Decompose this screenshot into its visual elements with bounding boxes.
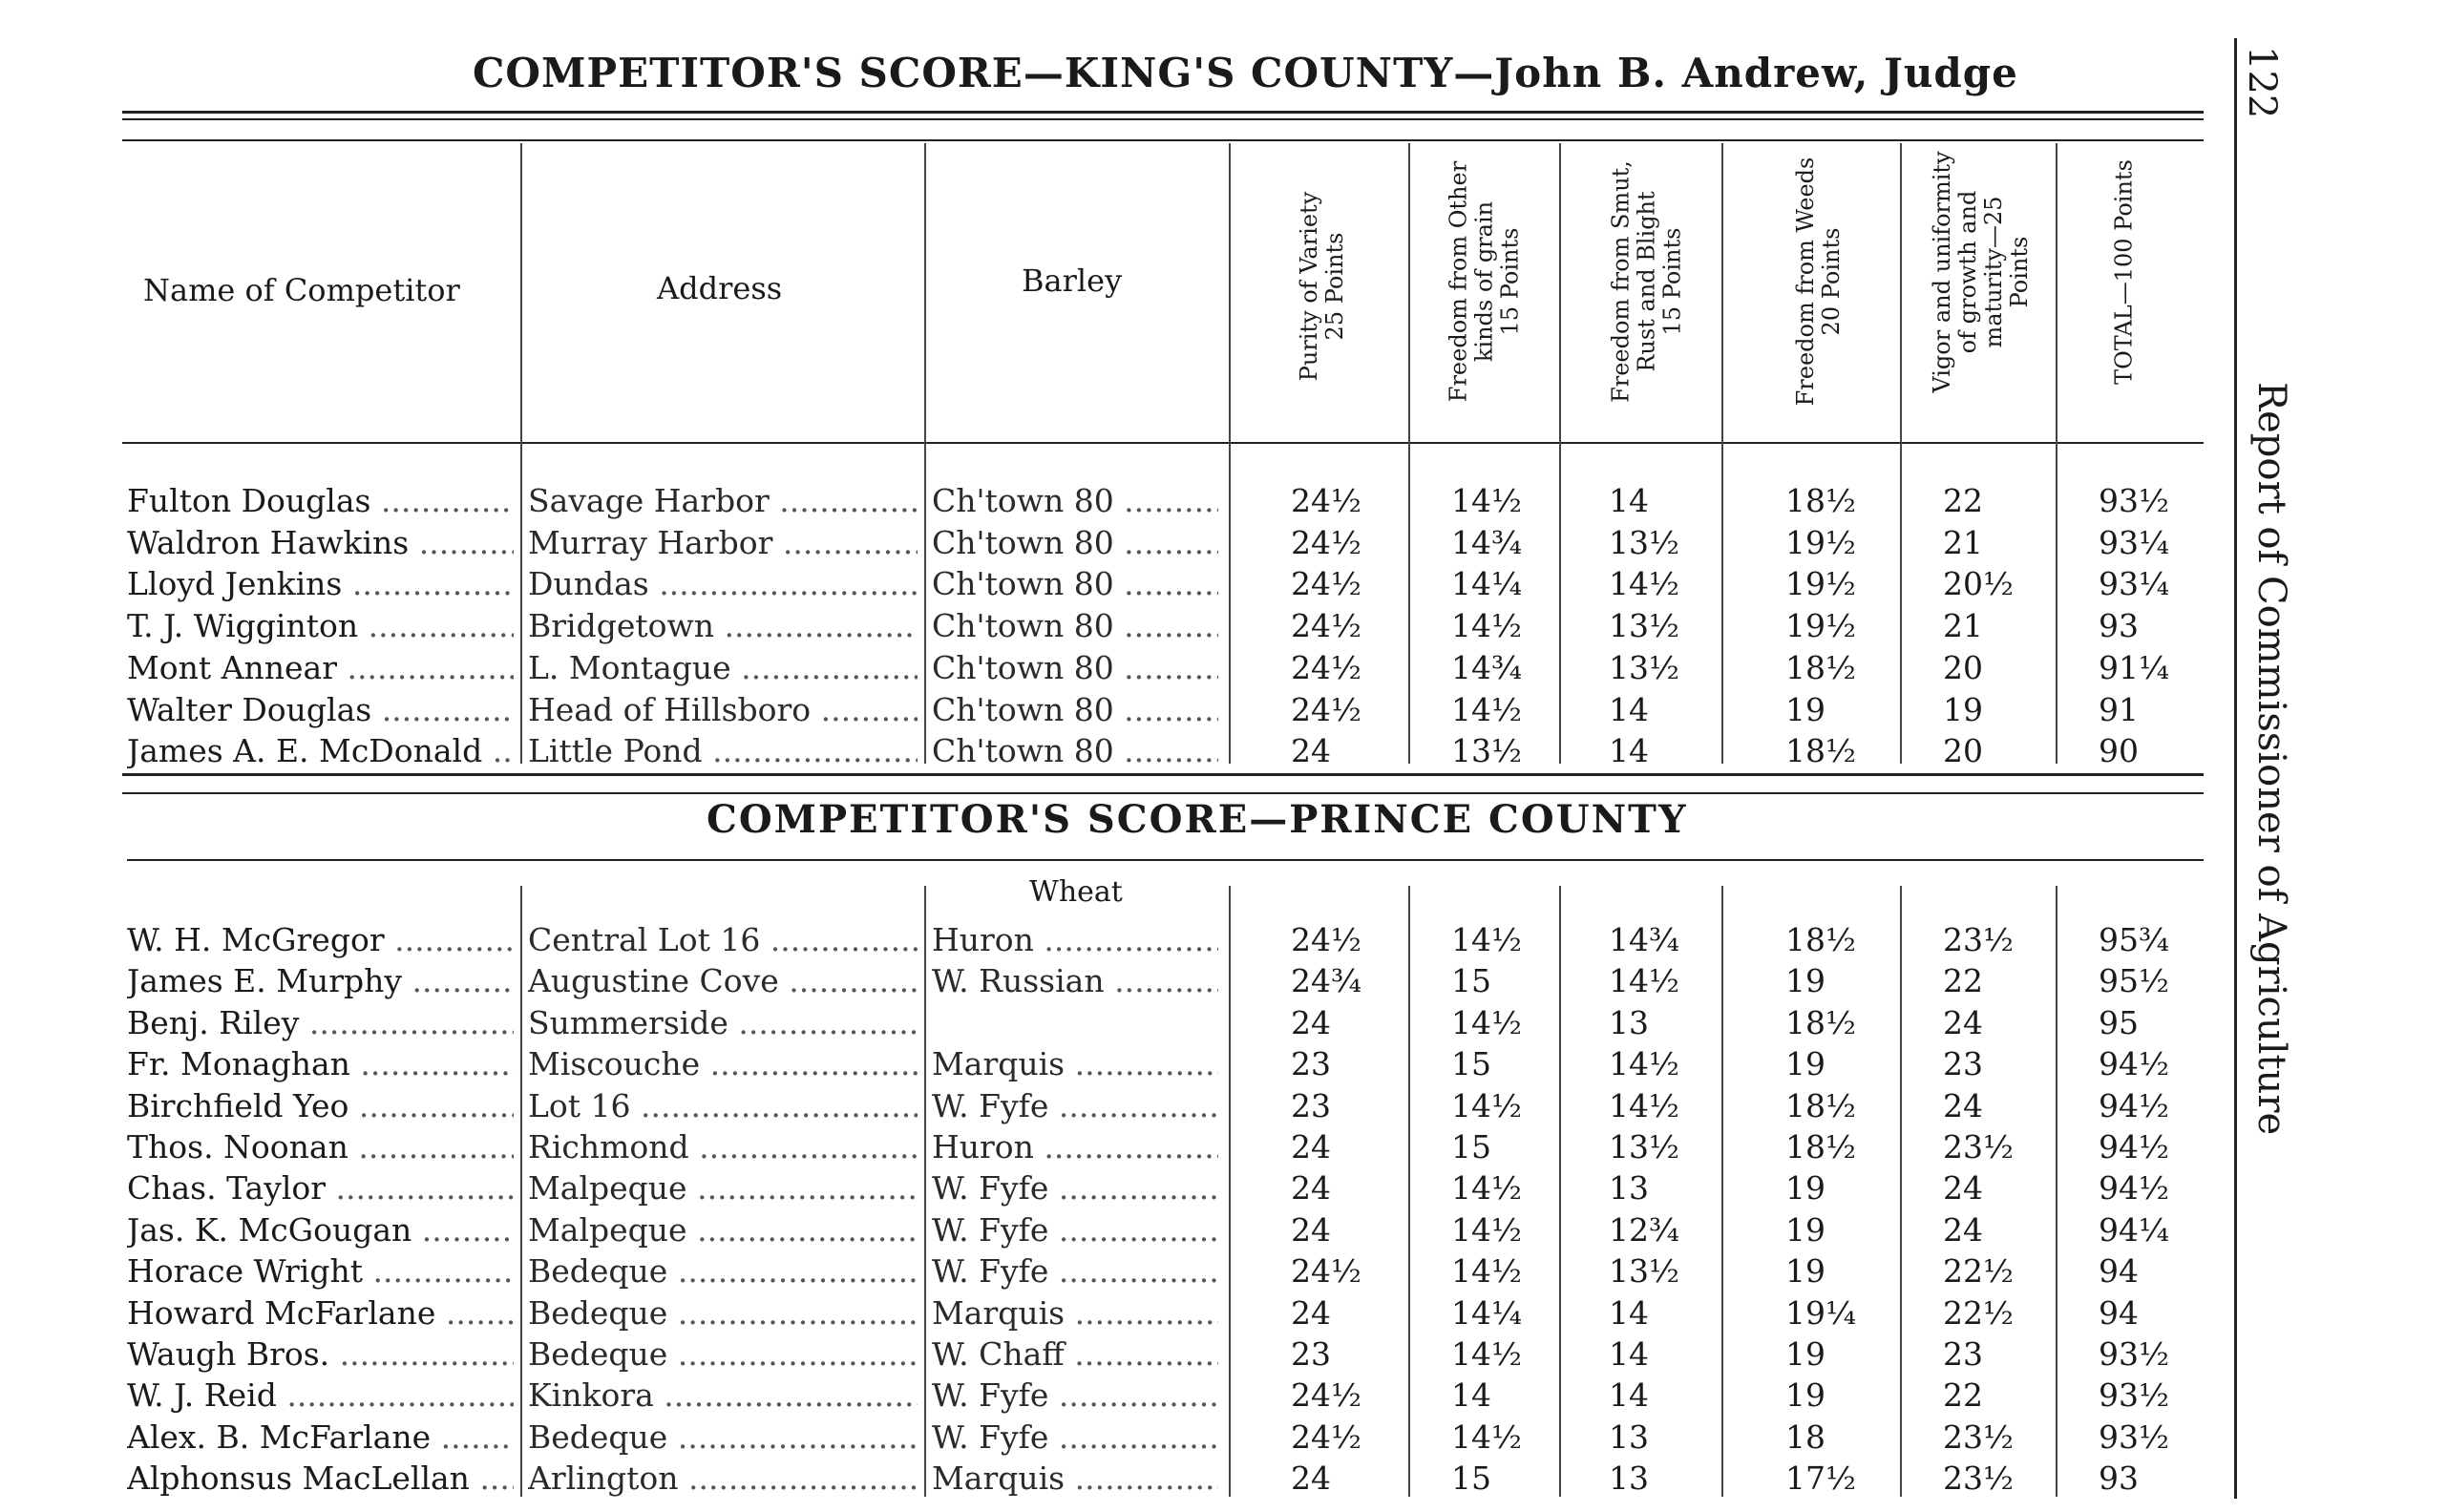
vigor-score: 22 bbox=[1943, 482, 1983, 519]
prince-col-sep bbox=[1229, 886, 1231, 1497]
grain-variety: W. Fyfe ..... bbox=[932, 1418, 1218, 1457]
total-score: 94½ bbox=[2099, 1087, 2169, 1124]
competitor-name: Fr. Monaghan ..... bbox=[127, 1045, 514, 1083]
smut-score: 13 bbox=[1609, 1460, 1649, 1497]
purity-score: 24½ bbox=[1291, 1376, 1361, 1414]
grain-variety: Ch'town 80 ..... bbox=[932, 482, 1218, 520]
purity-score: 24½ bbox=[1291, 691, 1361, 728]
smut-score: 14½ bbox=[1609, 1087, 1679, 1124]
competitor-name: Lloyd Jenkins ..... bbox=[127, 565, 514, 603]
prince-col-sep bbox=[2056, 886, 2058, 1497]
other-grain-score: 15 bbox=[1451, 1045, 1491, 1082]
vigor-score: 23 bbox=[1943, 1045, 1983, 1082]
kings-top-rule-3 bbox=[122, 139, 2204, 141]
competitor-address: Miscouche ..... bbox=[528, 1045, 918, 1083]
kings-bottom-rule bbox=[122, 773, 2204, 776]
smut-score: 13 bbox=[1609, 1004, 1649, 1041]
purity-score: 23 bbox=[1291, 1087, 1331, 1124]
purity-score: 24 bbox=[1291, 1460, 1331, 1497]
grain-variety: Huron ..... bbox=[932, 1128, 1218, 1166]
competitor-name: Benj. Riley ..... bbox=[127, 1004, 514, 1042]
total-score: 93½ bbox=[2099, 1418, 2169, 1456]
competitor-name: Alphonsus MacLellan ..... bbox=[127, 1460, 514, 1498]
prince-col-sep bbox=[1408, 886, 1410, 1497]
vigor-score: 20½ bbox=[1943, 565, 2014, 602]
total-score: 93½ bbox=[2099, 482, 2169, 519]
grain-variety: Marquis ..... bbox=[932, 1294, 1218, 1333]
purity-score: 24 bbox=[1291, 1128, 1331, 1166]
smut-score: 14 bbox=[1609, 732, 1649, 769]
purity-score: 24½ bbox=[1291, 1252, 1361, 1290]
kings-col-sep bbox=[1900, 143, 1902, 764]
vigor-score: 23½ bbox=[1943, 1460, 2014, 1497]
purity-score: 24 bbox=[1291, 1169, 1331, 1207]
competitor-name: Waugh Bros. ..... bbox=[127, 1335, 514, 1374]
total-score: 93 bbox=[2099, 607, 2139, 644]
total-score: 93¼ bbox=[2099, 565, 2169, 602]
competitor-address: Summerside ..... bbox=[528, 1004, 918, 1042]
total-score: 95 bbox=[2099, 1004, 2139, 1041]
other-grain-score: 14½ bbox=[1451, 1335, 1522, 1373]
vigor-score: 21 bbox=[1943, 524, 1983, 561]
grain-variety: Ch'town 80 ..... bbox=[932, 732, 1218, 770]
competitor-address: Bridgetown ..... bbox=[528, 607, 918, 645]
smut-score: 14½ bbox=[1609, 962, 1679, 999]
vigor-score: 20 bbox=[1943, 732, 1983, 769]
competitor-name: Thos. Noonan ..... bbox=[127, 1128, 514, 1166]
prince-col-sep bbox=[1559, 886, 1561, 1497]
vigor-score: 24 bbox=[1943, 1169, 1983, 1207]
header-grain: Barley bbox=[1022, 262, 1123, 299]
other-grain-score: 13½ bbox=[1451, 732, 1522, 769]
competitor-address: Malpeque ..... bbox=[528, 1169, 918, 1208]
weeds-score: 18½ bbox=[1785, 1004, 1856, 1041]
smut-score: 14 bbox=[1609, 1376, 1649, 1414]
weeds-score: 19 bbox=[1785, 1211, 1825, 1249]
purity-score: 24½ bbox=[1291, 607, 1361, 644]
weeds-score: 17½ bbox=[1785, 1460, 1856, 1497]
competitor-address: Malpeque ..... bbox=[528, 1211, 918, 1250]
prince-col-sep bbox=[520, 886, 522, 1497]
competitor-address: Bedeque ..... bbox=[528, 1252, 918, 1291]
vigor-score: 22½ bbox=[1943, 1252, 2014, 1290]
total-score: 93½ bbox=[2099, 1335, 2169, 1373]
kings-col-sep bbox=[520, 143, 522, 764]
smut-score: 12¾ bbox=[1609, 1211, 1679, 1249]
other-grain-score: 14¾ bbox=[1451, 649, 1522, 686]
total-score: 95½ bbox=[2099, 962, 2169, 999]
competitor-address: Bedeque ..... bbox=[528, 1418, 918, 1457]
header-freedom-smut: Freedom from Smut, Rust and Blight 15 Points bbox=[1607, 160, 1686, 403]
weeds-score: 19 bbox=[1785, 1045, 1825, 1082]
competitor-address: Lot 16 ..... bbox=[528, 1087, 918, 1125]
grain-variety: W. Fyfe ..... bbox=[932, 1376, 1218, 1415]
page-number: 122 bbox=[2240, 46, 2284, 119]
kings-bottom-rule-2 bbox=[122, 792, 2204, 794]
kings-header-rule bbox=[122, 442, 2204, 444]
competitor-address: Dundas ..... bbox=[528, 565, 918, 603]
smut-score: 14 bbox=[1609, 1335, 1649, 1373]
weeds-score: 18½ bbox=[1785, 921, 1856, 958]
purity-score: 24 bbox=[1291, 732, 1331, 769]
grain-variety: Ch'town 80 ..... bbox=[932, 607, 1218, 645]
competitor-address: Arlington ..... bbox=[528, 1460, 918, 1498]
competitor-name: Walter Douglas ..... bbox=[127, 691, 514, 729]
smut-score: 14 bbox=[1609, 482, 1649, 519]
prince-col-sep bbox=[1900, 886, 1902, 1497]
competitor-address: Augustine Cove ..... bbox=[528, 962, 918, 1000]
total-score: 91¼ bbox=[2099, 649, 2169, 686]
total-score: 94 bbox=[2099, 1294, 2139, 1332]
other-grain-score: 14¾ bbox=[1451, 524, 1522, 561]
competitor-name: W. J. Reid ..... bbox=[127, 1376, 514, 1415]
competitor-address: Bedeque ..... bbox=[528, 1294, 918, 1333]
weeds-score: 19½ bbox=[1785, 524, 1856, 561]
purity-score: 23 bbox=[1291, 1335, 1331, 1373]
total-score: 95¾ bbox=[2099, 921, 2169, 958]
vigor-score: 19 bbox=[1943, 691, 1983, 728]
weeds-score: 18½ bbox=[1785, 732, 1856, 769]
competitor-address: Murray Harbor ..... bbox=[528, 524, 918, 562]
competitor-address: Little Pond ..... bbox=[528, 732, 918, 770]
purity-score: 24 bbox=[1291, 1294, 1331, 1332]
vigor-score: 23½ bbox=[1943, 1128, 2014, 1166]
competitor-name: T. J. Wigginton ..... bbox=[127, 607, 514, 645]
weeds-score: 19¼ bbox=[1785, 1294, 1856, 1332]
grain-variety: W. Chaff ..... bbox=[932, 1335, 1218, 1374]
other-grain-score: 15 bbox=[1451, 962, 1491, 999]
smut-score: 14½ bbox=[1609, 565, 1679, 602]
side-rule bbox=[2234, 38, 2237, 1499]
vigor-score: 23½ bbox=[1943, 921, 2014, 958]
competitor-address: Central Lot 16 ..... bbox=[528, 921, 918, 959]
header-freedom-weeds: Freedom from Weeds 20 Points bbox=[1792, 157, 1845, 407]
total-score: 91 bbox=[2099, 691, 2139, 728]
competitor-address: Richmond ..... bbox=[528, 1128, 918, 1166]
other-grain-score: 14½ bbox=[1451, 691, 1522, 728]
weeds-score: 18½ bbox=[1785, 1128, 1856, 1166]
purity-score: 23 bbox=[1291, 1045, 1331, 1082]
weeds-score: 19 bbox=[1785, 1335, 1825, 1373]
competitor-name: Jas. K. McGougan ..... bbox=[127, 1211, 514, 1250]
grain-variety: Marquis ..... bbox=[932, 1045, 1218, 1083]
competitor-address: Head of Hillsboro ..... bbox=[528, 691, 918, 729]
weeds-score: 19½ bbox=[1785, 607, 1856, 644]
vigor-score: 22 bbox=[1943, 962, 1983, 999]
total-score: 93¼ bbox=[2099, 524, 2169, 561]
kings-col-sep bbox=[1721, 143, 1723, 764]
purity-score: 24½ bbox=[1291, 524, 1361, 561]
weeds-score: 19 bbox=[1785, 1169, 1825, 1207]
competitor-address: Savage Harbor ..... bbox=[528, 482, 918, 520]
kings-col-sep bbox=[2056, 143, 2058, 764]
other-grain-score: 14½ bbox=[1451, 1004, 1522, 1041]
weeds-score: 19½ bbox=[1785, 565, 1856, 602]
header-name: Name of Competitor bbox=[143, 272, 460, 308]
other-grain-score: 14¼ bbox=[1451, 1294, 1522, 1332]
purity-score: 24½ bbox=[1291, 649, 1361, 686]
competitor-name: Chas. Taylor ..... bbox=[127, 1169, 514, 1208]
total-score: 94½ bbox=[2099, 1128, 2169, 1166]
header-address: Address bbox=[657, 270, 783, 306]
prince-county-title: COMPETITOR'S SCORE—PRINCE COUNTY bbox=[707, 797, 1688, 842]
header-freedom-other-grain: Freedom from Other kinds of grain 15 Points bbox=[1445, 160, 1524, 403]
grain-variety: Ch'town 80 ..... bbox=[932, 524, 1218, 562]
smut-score: 13½ bbox=[1609, 649, 1679, 686]
kings-top-rule-1 bbox=[122, 111, 2204, 114]
grain-variety: W. Russian ..... bbox=[932, 962, 1218, 1000]
vigor-score: 23½ bbox=[1943, 1418, 2014, 1456]
grain-variety: Ch'town 80 ..... bbox=[932, 691, 1218, 729]
vigor-score: 21 bbox=[1943, 607, 1983, 644]
competitor-address: Bedeque ..... bbox=[528, 1335, 918, 1374]
grain-variety: Marquis ..... bbox=[932, 1460, 1218, 1498]
competitor-name: Waldron Hawkins ..... bbox=[127, 524, 514, 562]
smut-score: 13½ bbox=[1609, 1252, 1679, 1290]
header-vigor: Vigor and uniformity of growth and maturity—25 Points bbox=[1929, 151, 2033, 393]
other-grain-score: 14¼ bbox=[1451, 565, 1522, 602]
competitor-name: W. H. McGregor ..... bbox=[127, 921, 514, 959]
vigor-score: 20 bbox=[1943, 649, 1983, 686]
purity-score: 24½ bbox=[1291, 921, 1361, 958]
other-grain-score: 14½ bbox=[1451, 1087, 1522, 1124]
vigor-score: 24 bbox=[1943, 1087, 1983, 1124]
weeds-score: 19 bbox=[1785, 962, 1825, 999]
kings-col-sep bbox=[1229, 143, 1231, 764]
smut-score: 13 bbox=[1609, 1418, 1649, 1456]
vigor-score: 24 bbox=[1943, 1004, 1983, 1041]
purity-score: 24½ bbox=[1291, 482, 1361, 519]
competitor-name: Birchfield Yeo ..... bbox=[127, 1087, 514, 1125]
competitor-address: Kinkora ..... bbox=[528, 1376, 918, 1415]
purity-score: 24 bbox=[1291, 1004, 1331, 1041]
other-grain-score: 14½ bbox=[1451, 1169, 1522, 1207]
total-score: 94½ bbox=[2099, 1045, 2169, 1082]
other-grain-score: 14½ bbox=[1451, 921, 1522, 958]
total-score: 94 bbox=[2099, 1252, 2139, 1290]
weeds-score: 18½ bbox=[1785, 1087, 1856, 1124]
purity-score: 24½ bbox=[1291, 565, 1361, 602]
weeds-score: 18 bbox=[1785, 1418, 1825, 1456]
smut-score: 13½ bbox=[1609, 524, 1679, 561]
smut-score: 14¾ bbox=[1609, 921, 1679, 958]
other-grain-score: 14½ bbox=[1451, 482, 1522, 519]
other-grain-score: 15 bbox=[1451, 1128, 1491, 1166]
competitor-name: Howard McFarlane ..... bbox=[127, 1294, 514, 1333]
vigor-score: 22½ bbox=[1943, 1294, 2014, 1332]
kings-top-rule-2 bbox=[122, 118, 2204, 120]
weeds-score: 19 bbox=[1785, 1376, 1825, 1414]
total-score: 94¼ bbox=[2099, 1211, 2169, 1249]
grain-variety: W. Fyfe ..... bbox=[932, 1169, 1218, 1208]
competitor-name: James E. Murphy ..... bbox=[127, 962, 514, 1000]
other-grain-score: 14½ bbox=[1451, 1211, 1522, 1249]
weeds-score: 18½ bbox=[1785, 482, 1856, 519]
other-grain-score: 15 bbox=[1451, 1460, 1491, 1497]
kings-col-sep bbox=[924, 143, 926, 764]
purity-score: 24½ bbox=[1291, 1418, 1361, 1456]
prince-grain-header: Wheat bbox=[1029, 875, 1123, 909]
running-title: Report of Commissioner of Agriculture bbox=[2249, 382, 2293, 1136]
competitor-address: L. Montague ..... bbox=[528, 649, 918, 687]
smut-score: 13 bbox=[1609, 1169, 1649, 1207]
purity-score: 24¾ bbox=[1291, 962, 1361, 999]
competitor-name: James A. E. McDonald ..... bbox=[127, 732, 514, 770]
total-score: 90 bbox=[2099, 732, 2139, 769]
vigor-score: 23 bbox=[1943, 1335, 1983, 1373]
kings-col-sep bbox=[1559, 143, 1561, 764]
total-score: 93 bbox=[2099, 1460, 2139, 1497]
prince-col-sep bbox=[1721, 886, 1723, 1497]
smut-score: 14 bbox=[1609, 1294, 1649, 1332]
other-grain-score: 14½ bbox=[1451, 607, 1522, 644]
header-total: TOTAL—100 Points bbox=[2110, 159, 2138, 385]
weeds-score: 19 bbox=[1785, 1252, 1825, 1290]
grain-variety: W. Fyfe ..... bbox=[932, 1087, 1218, 1125]
competitor-name: Horace Wright ..... bbox=[127, 1252, 514, 1291]
grain-variety: Ch'town 80 ..... bbox=[932, 649, 1218, 687]
grain-variety: W. Fyfe ..... bbox=[932, 1252, 1218, 1291]
weeds-score: 19 bbox=[1785, 691, 1825, 728]
smut-score: 14 bbox=[1609, 691, 1649, 728]
competitor-name: Fulton Douglas ..... bbox=[127, 482, 514, 520]
other-grain-score: 14½ bbox=[1451, 1418, 1522, 1456]
smut-score: 14½ bbox=[1609, 1045, 1679, 1082]
competitor-name: Mont Annear ..... bbox=[127, 649, 514, 687]
smut-score: 13½ bbox=[1609, 607, 1679, 644]
other-grain-score: 14½ bbox=[1451, 1252, 1522, 1290]
grain-variety: Huron ..... bbox=[932, 921, 1218, 959]
prince-top-rule bbox=[127, 859, 2204, 861]
weeds-score: 18½ bbox=[1785, 649, 1856, 686]
prince-col-sep bbox=[924, 886, 926, 1497]
other-grain-score: 14 bbox=[1451, 1376, 1491, 1414]
header-purity: Purity of Variety 25 Points bbox=[1296, 191, 1348, 382]
kings-col-sep bbox=[1408, 143, 1410, 764]
competitor-name: Alex. B. McFarlane ..... bbox=[127, 1418, 514, 1457]
total-score: 94½ bbox=[2099, 1169, 2169, 1207]
vigor-score: 22 bbox=[1943, 1376, 1983, 1414]
purity-score: 24 bbox=[1291, 1211, 1331, 1249]
grain-variety: Ch'town 80 ..... bbox=[932, 565, 1218, 603]
kings-county-title: COMPETITOR'S SCORE—KING'S COUNTY—John B. Andrew, Judge bbox=[473, 50, 2018, 96]
total-score: 93½ bbox=[2099, 1376, 2169, 1414]
grain-variety: W. Fyfe ..... bbox=[932, 1211, 1218, 1250]
smut-score: 13½ bbox=[1609, 1128, 1679, 1166]
vigor-score: 24 bbox=[1943, 1211, 1983, 1249]
